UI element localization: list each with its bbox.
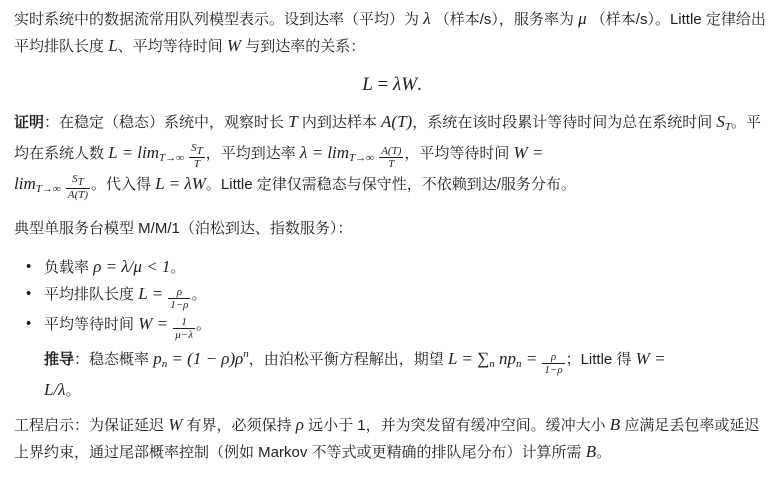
frac3-num-sub: T xyxy=(77,176,84,188)
pn-base: p xyxy=(153,349,162,368)
proof-result: L = λW xyxy=(155,174,206,193)
ST-base: S xyxy=(716,112,725,131)
bullet-dot-icon: • xyxy=(26,315,32,332)
frac2-num: A(T) xyxy=(381,145,402,157)
proof-text-6: ，平均等待时间 xyxy=(404,145,510,162)
pn-eq: = (1 − ρ)ρ xyxy=(167,349,244,368)
intro-text-5: 与到达率的关系： xyxy=(245,38,366,55)
model-intro: 典型单服务台模型 M/M/1（泊松到达、指数服务）： xyxy=(14,220,353,237)
ST-symbol xyxy=(716,112,731,131)
engineering-text-5: 。 xyxy=(596,444,612,461)
frac-rho-over-1-rho xyxy=(542,351,564,376)
proof-text-2: 内到达样本 xyxy=(301,114,377,131)
W-eq: W = xyxy=(513,143,544,162)
mm1-list xyxy=(14,254,770,341)
W-limit-text: lim xyxy=(14,174,36,193)
frac1-num xyxy=(189,142,205,158)
load-label: 负载率 xyxy=(44,259,90,276)
lambda-limit-text: λ = lim xyxy=(299,143,350,162)
formula-rhs: λW xyxy=(392,74,418,95)
L-limit xyxy=(108,143,184,162)
frac-ST-over-AT xyxy=(66,173,90,201)
sum-eq: = xyxy=(521,349,538,368)
pn-sub: n xyxy=(161,358,168,370)
derivation-label: 推导 xyxy=(44,351,75,368)
frac-ST-over-T xyxy=(189,142,205,170)
proof-text-7: 。代入得 xyxy=(91,176,152,193)
bullet-dot-icon: • xyxy=(26,285,32,302)
formula-lhs: L xyxy=(362,74,373,95)
engineering-paragraph xyxy=(14,412,770,466)
L-symbol: L xyxy=(108,36,118,55)
engineering-W: W xyxy=(168,415,183,434)
frac-num: 1 xyxy=(173,316,195,329)
frac-rho-over-1-rho xyxy=(168,286,190,311)
frac-den: 1−ρ xyxy=(170,299,189,311)
frac-den: 1−ρ xyxy=(544,364,563,376)
engineering-B-2: B xyxy=(585,442,597,461)
frac-num: ρ xyxy=(542,351,564,364)
frac-den: μ−λ xyxy=(175,329,193,341)
intro-paragraph xyxy=(14,6,770,60)
queue-length-prefix: L = xyxy=(138,284,164,303)
load-end: 。 xyxy=(170,259,186,276)
proof-text-1: ：在稳定（稳态）系统中，观察时长 xyxy=(44,114,285,131)
frac1-num-base: S xyxy=(191,142,197,154)
intro-text-3: （样本/s）。Little 定律给出平均排队长度 xyxy=(14,11,766,55)
proof-text-4: 。平均在系统人数 xyxy=(14,114,762,162)
formula-eq: = xyxy=(372,74,393,95)
display-formula xyxy=(14,72,770,99)
W-limit xyxy=(14,174,61,193)
frac-AT-over-T xyxy=(379,145,403,170)
proof-label: 证明 xyxy=(14,114,45,131)
wait-time-label: 平均等待时间 xyxy=(44,316,135,333)
pn-sup: n xyxy=(243,348,249,360)
AT-symbol: A(T) xyxy=(381,112,413,131)
wait-time-end: 。 xyxy=(195,316,211,333)
derivation-L-over-lambda: L/λ xyxy=(44,380,66,399)
sum-lhs: L = ∑ xyxy=(447,349,490,368)
derivation-text-3: ；Little 得 xyxy=(565,351,632,368)
intro-text-4: 、平均等待时间 xyxy=(117,38,223,55)
derivation-text-2: ，由泊松平衡方程解出，期望 xyxy=(248,351,444,368)
frac1-den: T xyxy=(193,158,201,170)
pn-formula xyxy=(153,349,249,368)
L-limit-text: L = lim xyxy=(108,143,160,162)
sum-formula xyxy=(448,349,537,368)
queue-length-label: 平均排队长度 xyxy=(44,286,135,303)
list-item-queue-length xyxy=(26,281,770,311)
W-symbol: W xyxy=(226,36,242,55)
engineering-B: B xyxy=(609,415,621,434)
lim-sub-2: T→∞ xyxy=(349,152,375,164)
frac1-num-sub: T xyxy=(196,145,203,157)
engineering-rho: ρ xyxy=(295,415,304,434)
derivation-paragraph xyxy=(26,341,770,404)
proof-text-5: ，平均到达率 xyxy=(205,145,296,162)
queue-length-end: 。 xyxy=(191,286,207,303)
engineering-text-3: 远小于 1，并为突发留有缓冲空间。缓冲大小 xyxy=(308,417,606,434)
frac3-num-base: S xyxy=(72,173,78,185)
intro-text-1: 实时系统中的数据流常用队列模型表示。设到达率（平均）为 xyxy=(14,11,420,28)
formula-end: . xyxy=(417,74,422,95)
proof-text-3: ，系统在该时段累计等待时间为总在系统时间 xyxy=(412,114,713,131)
frac3-den: A(T) xyxy=(67,189,89,201)
engineering-text-1: 工程启示：为保证延迟 xyxy=(14,417,165,434)
frac2-den: T xyxy=(388,158,395,170)
load-formula: ρ = λ/μ < 1 xyxy=(93,257,171,276)
sum-index: n xyxy=(489,358,495,370)
lambda-symbol: λ xyxy=(423,9,431,28)
proof-paragraph xyxy=(14,109,770,202)
sum-body: np xyxy=(498,349,516,368)
lambda-limit xyxy=(300,143,374,162)
derivation-text-1: ：稳态概率 xyxy=(74,351,150,368)
proof-text-8: 。Little 定律仅需稳态与保守性，不依赖到达/服务分布。 xyxy=(205,176,576,193)
list-item-load xyxy=(26,254,770,281)
lim-sub-3: T→∞ xyxy=(35,183,61,195)
derivation-W-eq: W = xyxy=(635,349,666,368)
frac3-num xyxy=(66,173,90,189)
T-symbol: T xyxy=(288,112,298,131)
lim-sub-1: T→∞ xyxy=(159,152,184,164)
frac-num: ρ xyxy=(168,286,190,299)
intro-text-2: （样本/s），服务率为 xyxy=(434,11,574,28)
wait-time-prefix: W = xyxy=(138,314,169,333)
ST-sub: T xyxy=(724,121,732,133)
engineering-text-2: 有界，必须保持 xyxy=(186,417,292,434)
bullet-dot-icon: • xyxy=(26,258,32,275)
list-item-wait-time xyxy=(26,311,770,341)
frac-1-over-mu-lambda xyxy=(173,316,195,341)
mu-symbol: μ xyxy=(578,9,587,28)
engineering-text-4: 应满足丢包率或延迟上界约束，通过尾部概率控制（例如 Markov 不等式或更精确的排队尾分布）计算所需 xyxy=(14,417,760,461)
sum-body-sub: n xyxy=(515,358,522,370)
derivation-text-4: 。 xyxy=(65,382,81,399)
